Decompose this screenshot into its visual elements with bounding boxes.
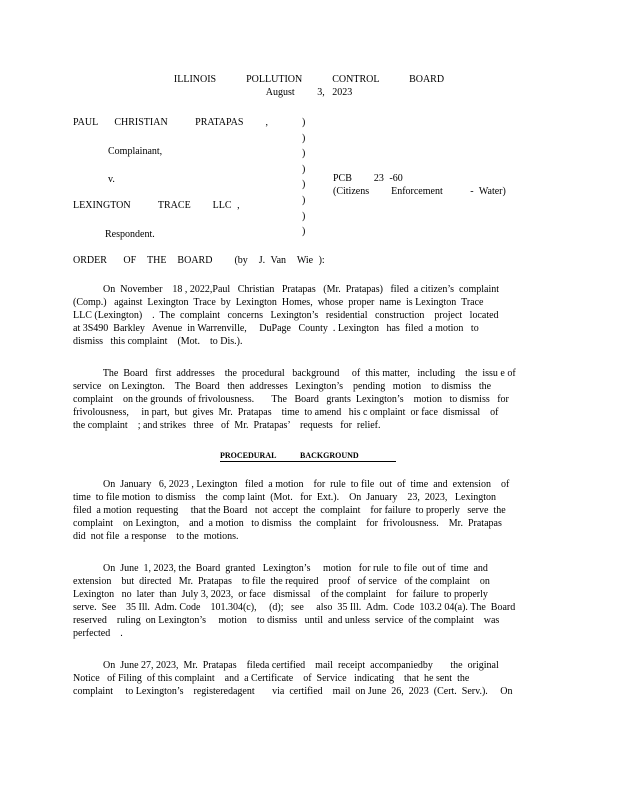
text-line: service on Lexington. The Board then addresses Lexington’s pending motion to dismiss the: [73, 381, 492, 392]
text-line: filed a motion requesting that the Board not accept the complaint for failure to properly serve the: [73, 505, 506, 516]
plaintiff-name: PAUL CHRISTIAN PRATAPAS ,: [73, 117, 268, 128]
caption-paren: ): [302, 117, 306, 128]
paragraph-intro: [73, 283, 539, 348]
text-line: On January 6, 2023 , Lexington filed a motion for rule to file out of time and extension of: [73, 479, 510, 490]
caption-paren: ): [302, 210, 306, 222]
text-line: Lexington no later than July 3, 2023, or face dismissal of the complaint for failure to properly: [73, 589, 488, 600]
text-line: On June 1, 2023, the Board granted Lexington’s motion for rule to file out of time and: [73, 563, 488, 574]
paragraph-overview: [73, 367, 539, 432]
board-name: ILLINOIS POLLUTION CONTROL BOARD: [173, 74, 445, 85]
text-line: (Comp.) against Lexington Trace by Lexington Homes, whose proper name is Lexington Trace: [73, 297, 484, 308]
order-line: ORDER OF THE BOARD (by J. Van Wie ):: [73, 255, 325, 266]
paragraph-june-27: [73, 659, 539, 698]
caption-parentheses: [302, 116, 312, 241]
caption-paren: ): [302, 226, 306, 238]
text-line: extension but directed Mr. Pratapas to file the required proof of service of the complaint on: [73, 576, 490, 587]
text-line: complaint to Lexington’s registeredagent via certified mail on June 26, 2023 (Cert. Serv.). On: [73, 686, 513, 697]
case-type: (Citizens Enforcement - Water): [333, 186, 506, 197]
text-line: LLC (Lexington) . The complaint concerns Lexington’s residential construction project located: [73, 310, 499, 321]
text-line: On November 18 , 2022,Paul Christian Pratapas (Mr. Pratapas) filed a citizen’s complaint: [73, 284, 500, 295]
case-number: PCB 23 -60: [333, 173, 403, 184]
caption-paren: ): [302, 132, 306, 144]
plaintiff-role: Complainant,: [108, 146, 163, 157]
text-line: reserved ruling on Lexington’s motion to dismiss until and unless service of the complaint was: [73, 615, 500, 626]
caption-paren: ): [302, 179, 306, 191]
text-line: the complaint ; and strikes three of Mr. Pratapas’ requests for relief.: [73, 420, 381, 431]
caption-paren: ): [302, 194, 306, 206]
caption-paren: ): [302, 163, 306, 175]
text-line: at 3S490 Barkley Avenue in Warrenville, DuPage County . Lexington has filed a motion to: [73, 323, 479, 334]
defendant-role: Respondent.: [105, 229, 155, 240]
text-line: perfected .: [73, 628, 123, 639]
text-line: dismiss this complaint (Mot. to Dis.).: [73, 336, 243, 347]
text-line: The Board first addresses the procedural background of this matter, including the issu e of: [73, 368, 516, 379]
caption-paren: ): [302, 148, 306, 160]
text-line: frivolousness, in part, but gives Mr. Pratapas time to amend his c omplaint or face dismissal of: [73, 407, 499, 418]
text-line: complaint on the grounds of frivolousness. The Board grants Lexington’s motion to dismiss for: [73, 394, 509, 405]
text-line: did not file a response to the motions.: [73, 531, 239, 542]
section-heading: PROCEDURAL BACKGROUND: [220, 450, 396, 462]
paragraph-january: [73, 478, 539, 543]
text-line: serve. See 35 Ill. Adm. Code 101.304(c), (d); see also 35 Ill. Adm. Code 103.2 04(a). The Board: [73, 602, 516, 613]
text-line: complaint on Lexington, and a motion to dismiss the complaint for frivolousness. Mr. Pratapas: [73, 518, 502, 529]
order-date: August 3, 2023: [265, 87, 353, 98]
text-line: time to file motion to dismiss the comp laint (Mot. for Ext.). On January 23, 2023, Lexington: [73, 492, 497, 503]
paragraph-june-1: [73, 562, 539, 640]
defendant-name: LEXINGTON TRACE LLC ,: [73, 200, 240, 211]
text-line: On June 27, 2023, Mr. Pratapas fileda certified mail receipt accompaniedby the original: [73, 660, 499, 671]
versus: v.: [108, 174, 115, 185]
text-line: Notice of Filing of this complaint and a Certificate of Service indicating that he sent the: [73, 673, 470, 684]
